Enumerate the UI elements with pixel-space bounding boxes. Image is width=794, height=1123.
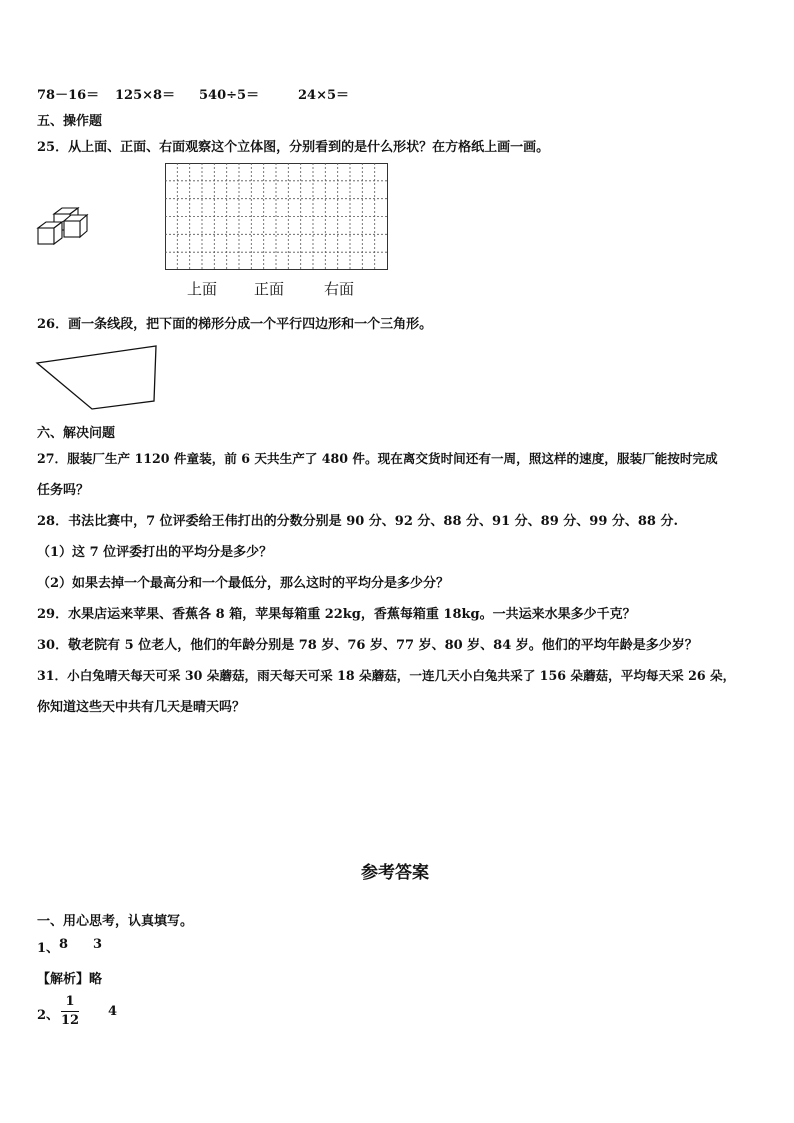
answer-1-analysis: 【解析】略: [37, 972, 103, 987]
calc-item-1: 78－16＝: [37, 88, 100, 103]
answer-2-value: 4: [108, 1004, 118, 1019]
label-right-view: 右面: [324, 280, 355, 298]
section-5-heading: 五、操作题: [37, 114, 103, 129]
calc-item-3: 540÷5＝: [199, 88, 260, 103]
label-front-view: 正面: [254, 280, 285, 298]
question-26: 26．画一条线段，把下面的梯形分成一个平行四边形和一个三角形。: [37, 317, 433, 332]
question-31-line-2: 你知道这些天中共有几天是晴天吗？: [37, 700, 246, 715]
answers-section-1: 一、用心思考，认真填写。: [37, 914, 194, 929]
answer-1-value-1: 8: [59, 937, 69, 952]
question-28-sub-2: （2）如果去掉一个最高分和一个最低分，那么这时的平均分是多少分？: [37, 576, 450, 591]
cube-figure: [36, 206, 92, 248]
fraction-denominator: 12: [61, 1013, 80, 1028]
answer-2-fraction: [61, 994, 79, 1029]
grid-paper[interactable]: [165, 163, 388, 270]
calc-item-2: 125×8＝: [115, 88, 176, 103]
question-27-line-1: 27．服装厂生产 1120 件童装，前 6 天共生产了 480 件。现在离交货时间还有一周，照这样的速度，服装厂能按时完成: [37, 451, 718, 466]
fraction-numerator: 1: [65, 994, 75, 1009]
calc-item-4: 24×5＝: [298, 88, 350, 103]
trapezoid-figure: [34, 343, 162, 413]
question-25: 25．从上面、正面、右面观察这个立体图，分别看到的是什么形状？在方格纸上画一画。: [37, 140, 550, 155]
answer-1-number: 1、: [37, 941, 60, 956]
answer-1-value-2: 3: [93, 937, 103, 952]
question-30: 30．敬老院有 5 位老人，他们的年龄分别是 78 岁、76 岁、77 岁、80 岁、84 岁。他们的平均年龄是多少岁？: [37, 638, 698, 653]
calc-row: [37, 84, 377, 102]
question-31-line-1: 31．小白兔晴天每天可采 30 朵蘑菇，雨天每天可采 18 朵蘑菇，一连几天小白兔共采了 156 朵蘑菇，平均每天采 26 朵，: [37, 668, 736, 683]
section-6-heading: 六、解决问题: [37, 426, 116, 441]
question-28-sub-1: （1）这 7 位评委打出的平均分是多少？: [37, 545, 273, 560]
question-27-line-2: 任务吗？: [37, 483, 90, 498]
fraction-bar: [61, 1011, 79, 1012]
question-29: 29．水果店运来苹果、香蕉各 8 箱，苹果每箱重 22kg，香蕉每箱重 18kg。一共运来水果多少千克？: [37, 607, 636, 622]
answers-title: 参考答案: [361, 863, 429, 883]
answer-2-number: 2、: [37, 1008, 60, 1023]
question-28: 28．书法比赛中，7 位评委给王伟打出的分数分别是 90 分、92 分、88 分、91 分、89 分、99 分、88 分.: [37, 514, 679, 529]
label-top-view: 上面: [187, 280, 218, 298]
